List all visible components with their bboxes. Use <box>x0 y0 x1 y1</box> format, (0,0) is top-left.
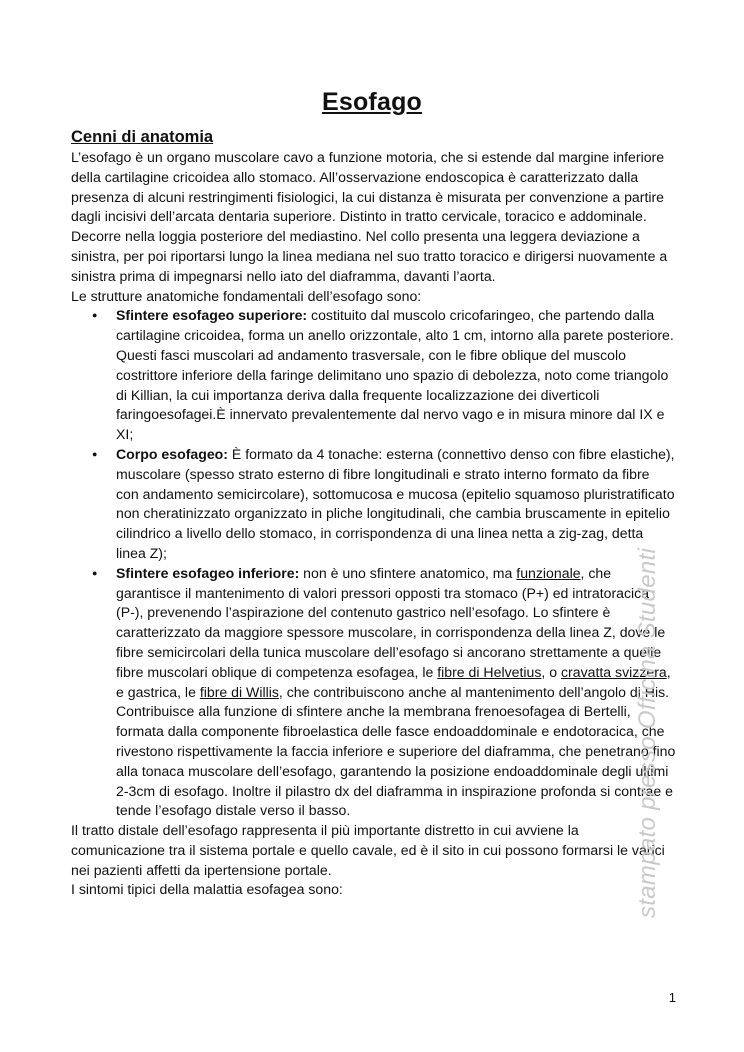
list-item-text: , e gastrica, le <box>116 663 671 700</box>
list-item-text: , che garantisce il mantenimento di valori pressori opposti tra stomaco (P+) ed intratoracica (P-), prevenendo l’aspirazione del contenuto gastrico nell’esofago. Lo sfintere è caratterizzato da maggiore spessore muscolare, in corrispondenza della linea Z, dove le fibre semicircolari della tunica muscolare dell’esofago si ancorano strettamente a quelle fibre muscolari oblique di competenza esofagea, le <box>116 564 666 680</box>
list-item-term: Sfintere esofageo superiore: <box>116 307 308 324</box>
list-item-text: È formato da 4 tonache: esterna (connettivo denso con fibre elastiche), muscolare (spesso strato esterno di fibre longitudinali e strato interno formato da fibre con andamento semicircolare), sottomucosa e mucosa (epitelio squamoso pluristratificato non cheratinizzato organizzato in pliche longitudinali, che cambia bruscamente in epitelio cilindrico a livello dello stomaco, in corrispondenza di una linea netta a zig-zag, detta linea Z); <box>116 445 675 561</box>
intro-paragraph: L’esofago è un organo muscolare cavo a funzione motoria, che si estende dal margine inferiore della cartilagine cricoidea allo stomaco. All’osservazione endoscopica è caratterizzato dalla presenza di alcuni restringimenti fisiologici, la cui distanza è misurata per convenzione a partire dagli incisivi dell’arcata dentaria superiore. Distinto in tratto cervicale, toracico e addominale. Decorre nella loggia posteriore del mediastino. Nel collo presenta una leggera deviazione a sinistra, per poi riportarsi lungo la linea mediana nel suo tratto toracico e dirigersi nuovamente a sinistra prima di impegnarsi nello iato del diaframma, davanti l’aorta. <box>71 149 668 284</box>
underlined-term-fibre-willis: fibre di Willis <box>199 683 279 700</box>
structures-list <box>71 306 676 821</box>
list-item-term: Sfintere esofageo inferiore: <box>116 564 300 581</box>
distal-paragraph: Il tratto distale dell’esofago rappresenta il più importante distretto in cui avviene la comunicazione tra il sistema portale e quello cavale, ed è il sito in cui possono formarsi le varici nei pazienti affetti da ipertensione portale. <box>71 822 665 878</box>
list-item-text: non è uno sfintere anatomico, ma <box>299 564 517 581</box>
list-item-text: , o <box>541 663 561 680</box>
symptoms-intro: I sintomi tipici della malattia esofagea sono: <box>71 881 343 898</box>
underlined-term-cravatta-svizzera: cravatta svizzera <box>561 663 667 680</box>
structures-intro: Le strutture anatomiche fondamentali dell’esofago sono: <box>71 287 422 304</box>
page-number: 1 <box>668 990 676 1005</box>
page-title: Esofago <box>321 88 423 116</box>
list-item-term: Corpo esofageo: <box>116 445 228 462</box>
section-heading: Cenni di anatomia <box>71 128 214 146</box>
list-item-text: costituito dal muscolo cricofaringeo, che partendo dalla cartilagine cricoidea, forma un anello orizzontale, alto 1 cm, intorno alla parete posteriore. Questi fasci muscolari ad andamento trasversale, con le fibre oblique del muscolo costrittore inferiore della faringe delimitano uno spazio di debolezza, noto come triangolo di Killian, la cui importanza deriva dalla frequente localizzazione dei diverticoli faringoesofagei.È innervato prevalentemente dal nervo vago e in misura minore dal IX e XI; <box>116 307 674 443</box>
list-item-corpo-esofageo <box>71 445 676 564</box>
page-content <box>71 126 676 900</box>
list-item-text: , che contribuiscono anche al mantenimento dell’angolo di His. Contribuisce alla funzione di sfintere anche la membrana frenoesofagea di Bertelli, formata dalla componente fibroelastica delle fasce endoaddominale e endotoracica, che rivestono rispettivamente la faccia inferiore e superiore del diaframma, che penetrano fino alla tonaca muscolare dell’esofago, garantendo la posizione endoaddominale degli ultimi 2-3cm di esofago. Inoltre il pilastro dx del diaframma in inspirazione profonda si contrae e tende l’esofago distale verso il basso. <box>116 683 676 819</box>
underlined-term-fibre-helvetius: fibre di Helvetius <box>437 663 542 680</box>
watermark-text: stampato presso Officina Studenti <box>634 547 661 918</box>
list-item-sfintere-inferiore <box>71 564 676 821</box>
list-item-sfintere-superiore <box>71 306 676 445</box>
underlined-term-funzionale: funzionale <box>516 564 581 581</box>
